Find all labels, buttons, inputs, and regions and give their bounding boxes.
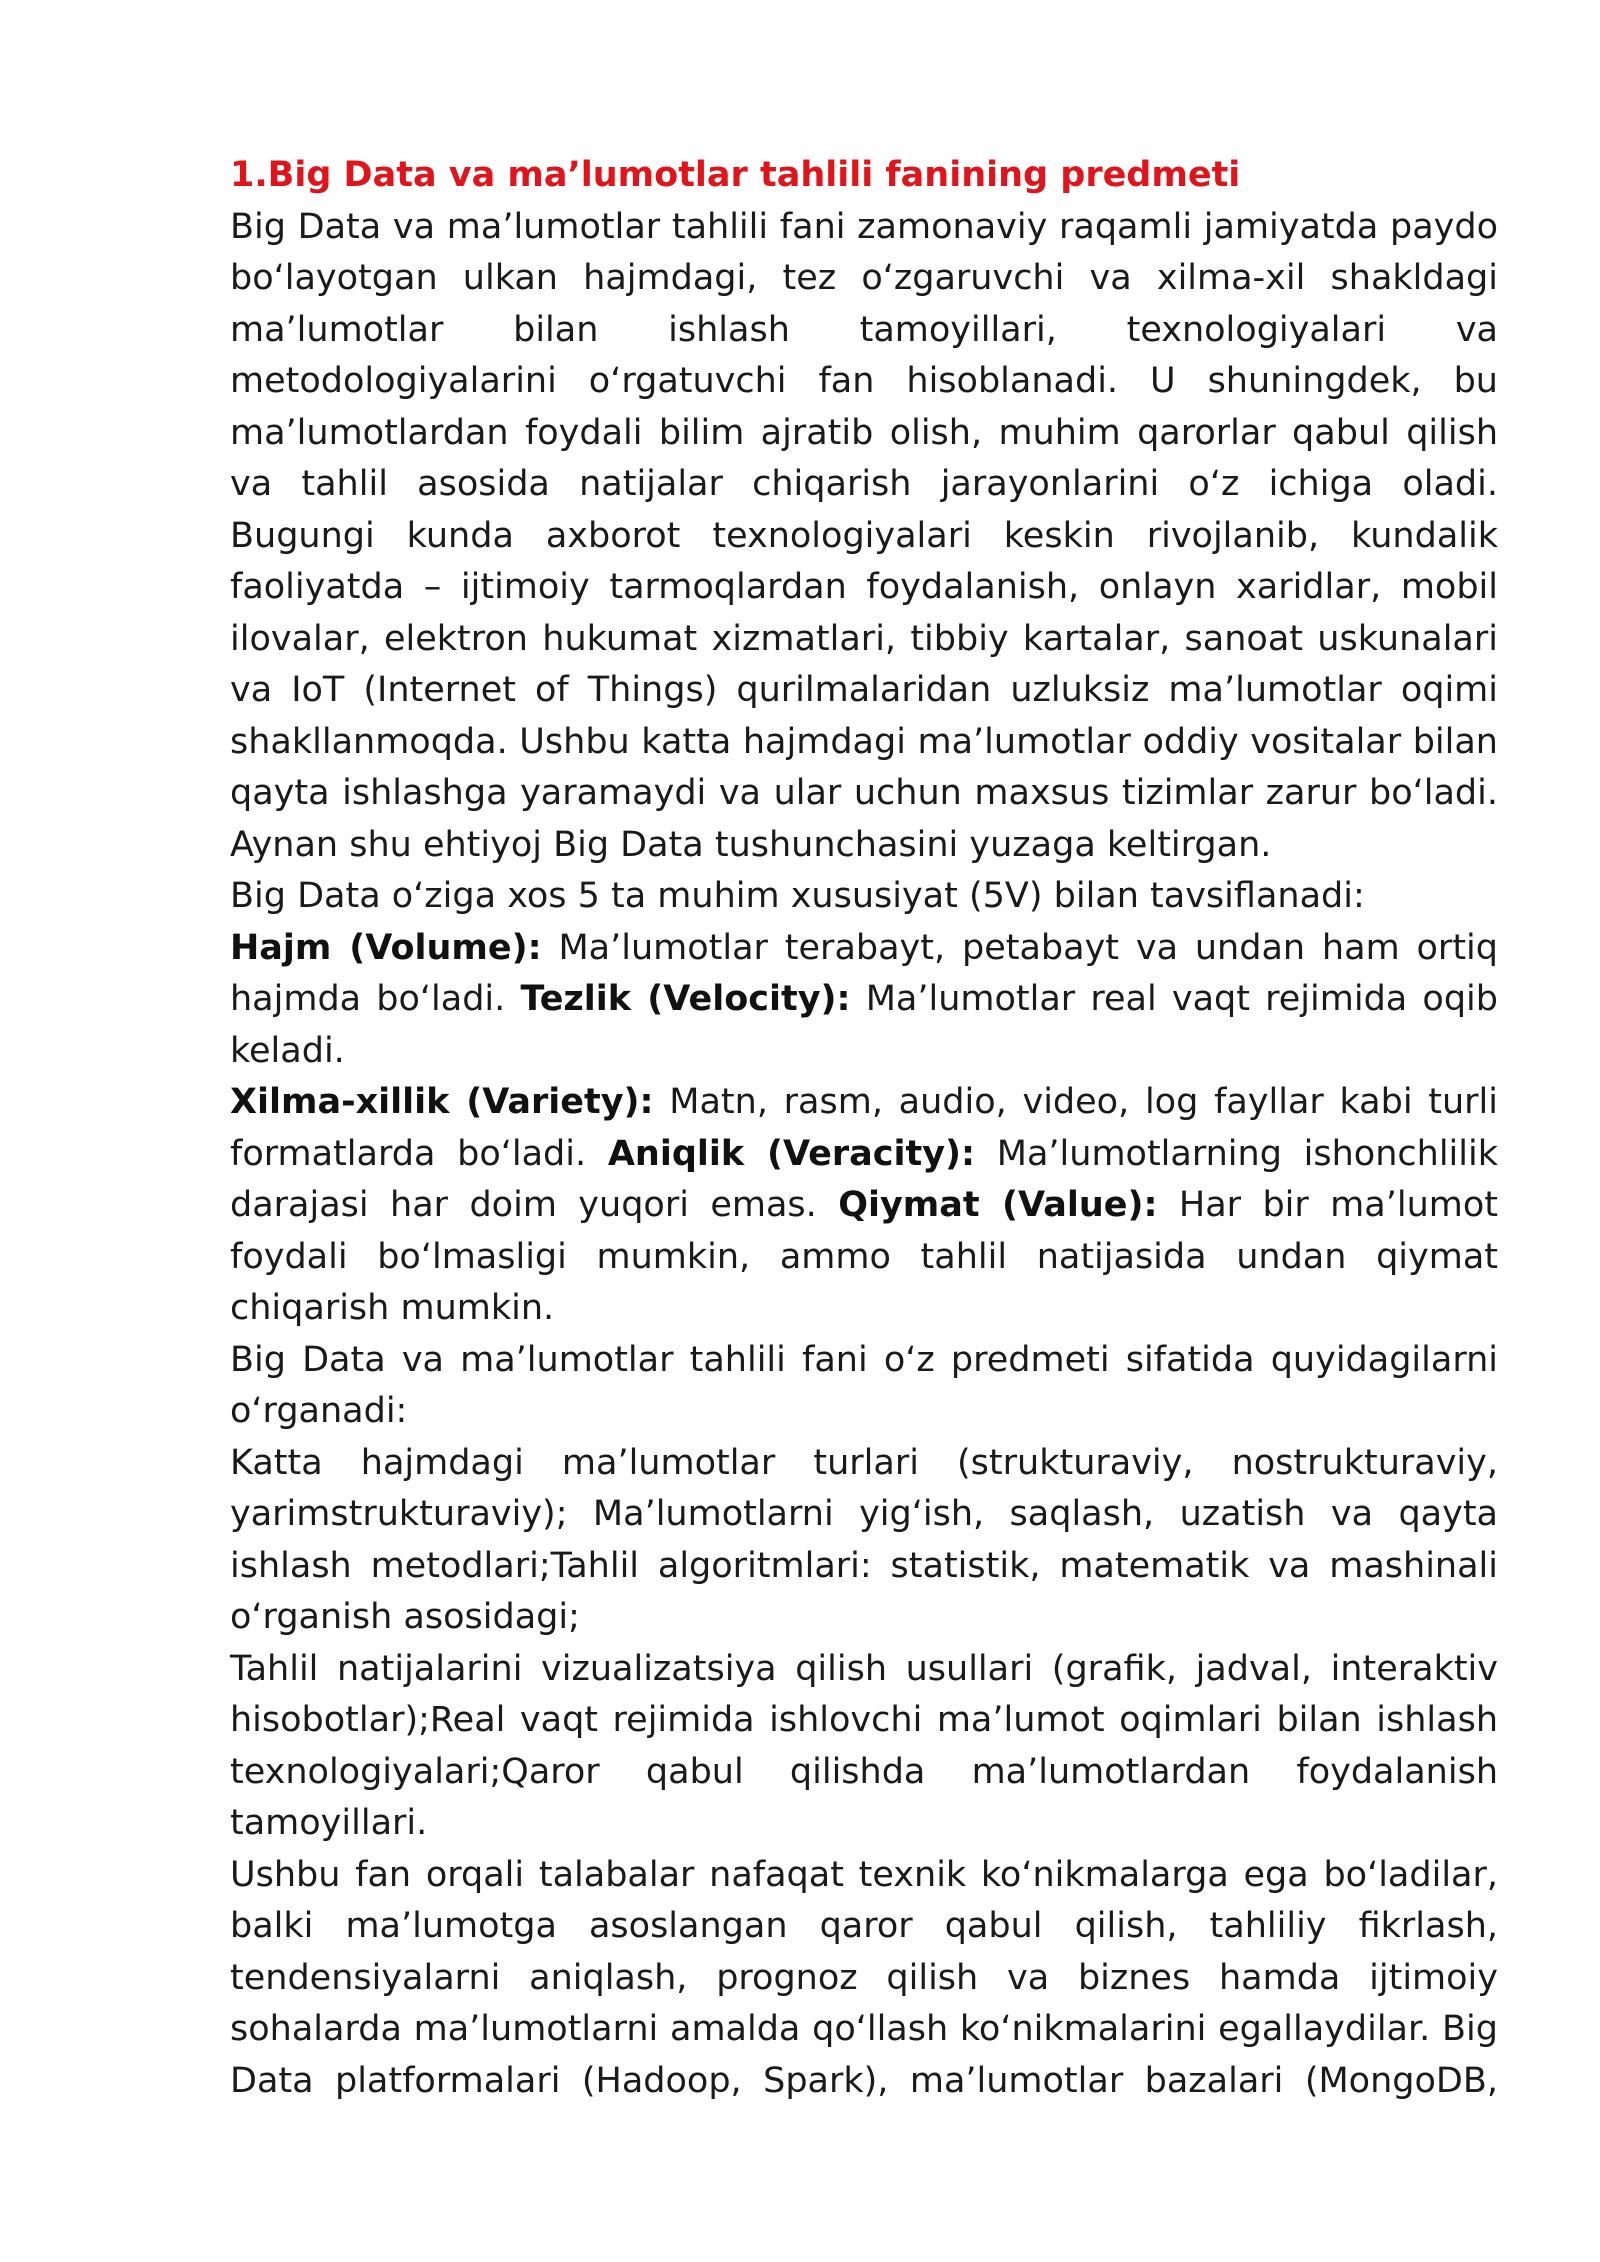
term-velocity-desc: Ma’lumotlar real vaqt rejimida oqib keladi. [230,979,1498,1071]
term-volume: Hajm (Volume): [230,927,542,968]
paragraph-intro: Big Data va ma’lumotlar tahlili fani zamonaviy raqamli jamiyatda paydo bo‘layotgan ulkan hajmdagi, tez o‘zgaruvchi va xilma-xil shakldagi ma’lumotlar bilan ishlash tamoyillari, texnologiyalari va metodologiyalarini o‘rgatuvchi fan hisoblanadi. U shuningdek, bu ma’lumotlardan foydali bilim ajratib olish, muhim qarorlar qabul qilish va tahlil asosida natijalar chiqarish jarayonlarini o‘z ichiga oladi. Bugungi kunda axborot texnologiyalari keskin rivojlanib, kundalik faoliyatda – ijtimoiy tarmoqlardan foydalanish, onlayn xaridlar, mobil ilovalar, elektron hukumat xizmatlari, tibbiy kartalar, sanoat uskunalari va IoT (Internet of Things) qurilmalaridan uzluksiz ma’lumotlar oqimi shakllanmoqda. Ushbu katta hajmdagi ma’lumotlar oddiy vositalar bilan qayta ishlashga yaramaydi va ular uchun maxsus tizimlar zarur bo‘ladi. Aynan shu ehtiyoj Big Data tushunchasini yuzaga keltirgan. [230,206,1498,865]
term-volume-desc: Ma’lumotlar terabayt, petabayt va undan ham ortiq hajmda bo‘ladi. [230,927,1498,1019]
term-velocity: Tezlik (Velocity): [520,979,851,1019]
paragraph-data-types: Katta hajmdagi ma’lumotlar turlari (strukturaviy, nostrukturaviy, yarimstrukturaviy); Ma’lumotlarni yig‘ish, saqlash, uzatish va qayta ishlash metodlari;Tahlil algoritmlari: statistik, matematik va mashinali o‘rganish asosidagi; [230,1442,1498,1637]
term-value-desc: Har bir ma’lumot foydali bo‘lmasligi mumkin, ammo tahlil natijasida undan qiymat chiqarish mumkin. [230,1185,1498,1328]
term-value: Qiymat (Value): [838,1185,1158,1225]
paragraph-visualization: Tahlil natijalarini vizualizatsiya qilish usullari (grafik, jadval, interaktiv hisobotlar);Real vaqt rejimida ishlovchi ma’lumot oqimlari bilan ishlash texnologiyalari;Qaror qabul qilishda ma’lumotlardan foydalanish tamoyillari. [230,1648,1498,1843]
paragraph-skills: Ushbu fan orqali talabalar nafaqat texnik ko‘nikmalarga ega bo‘ladilar, balki ma’lumotga asoslangan qaror qabul qilish, tahliliy fikrlash, tendensiyalarni aniqlash, prognoz qilish va biznes hamda ijtimoiy sohalarda ma’lumotlarni amalda qo‘llash ko‘nikmalarini egallaydilar. Big Data platformalari (Hadoop, Spark), ma’lumotlar bazalari (MongoDB, [230,1854,1498,2101]
term-veracity: Aniqlik (Veracity): [607,1133,976,1174]
paragraph-variety-veracity-value [230,1077,1498,1335]
document-page [230,150,1498,2107]
paragraph-5v-intro: Big Data o‘ziga xos 5 ta muhim xususiyat (5V) bilan tavsiflanadi: [230,876,1365,916]
paragraph-volume-velocity [230,923,1498,1078]
term-veracity-desc: Ma’lumotlarning ishonchlilik darajasi har doim yuqori emas. [230,1133,1498,1225]
term-variety-desc: Matn, rasm, audio, video, log fayllar kabi turli formatlarda bo‘ladi. [230,1082,1499,1174]
section-heading: 1.Big Data va ma’lumotlar tahlili fanining predmeti [230,155,1241,195]
term-variety: Xilma-xillik (Variety): [230,1082,654,1122]
paragraph-subject-intro: Big Data va ma’lumotlar tahlili fani o‘z predmeti sifatida quyidagilarni o‘rganadi: [230,1339,1498,1431]
